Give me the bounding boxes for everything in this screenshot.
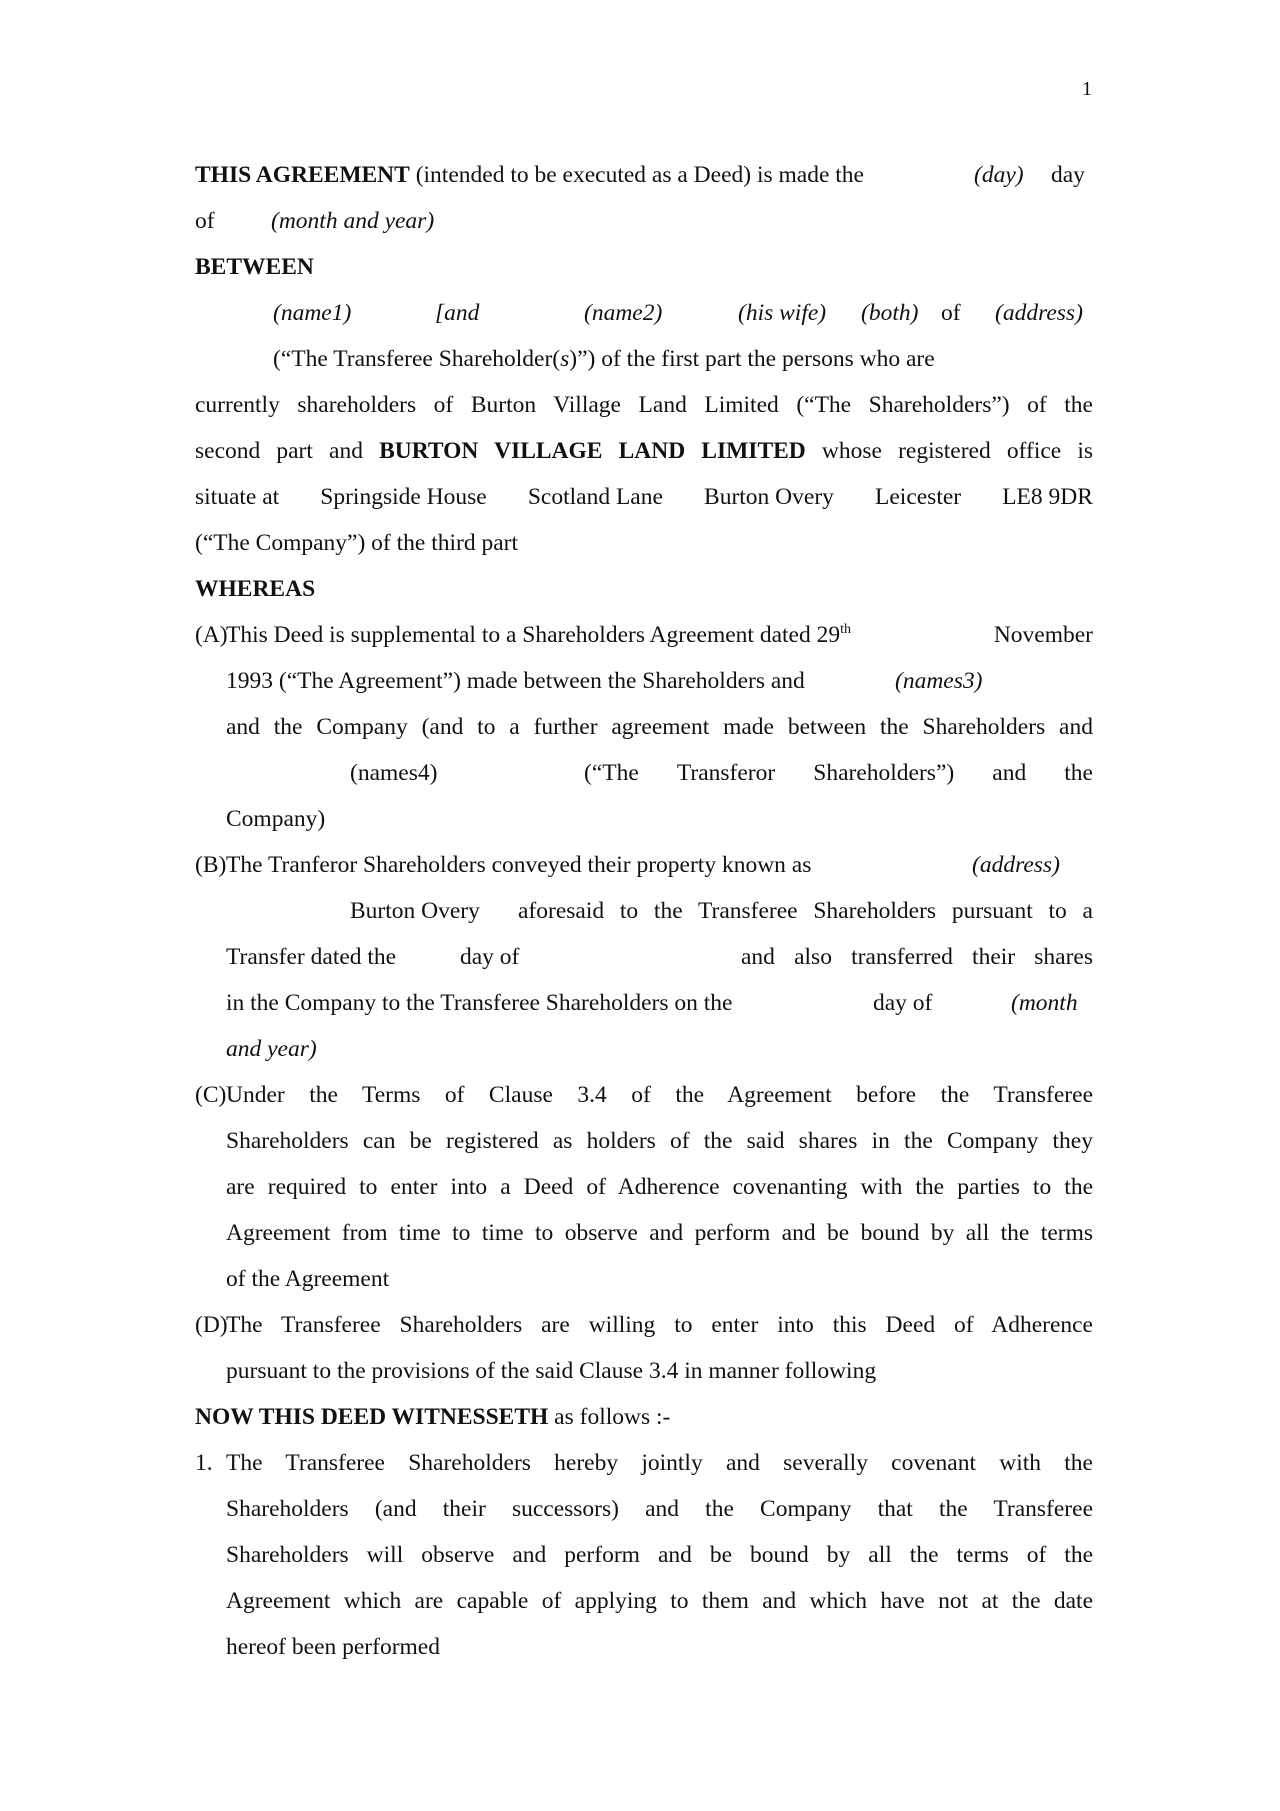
name1-placeholder: (name1) xyxy=(273,300,352,326)
transferee-defined xyxy=(273,336,935,382)
between-line-2 xyxy=(195,336,1093,382)
text-span: Transferor xyxy=(676,760,776,786)
opening-text: (intended to be executed as a Deed) is made the xyxy=(415,162,864,188)
plural-s: s xyxy=(560,346,570,372)
ordinal-suffix: th xyxy=(840,622,851,638)
text-span xyxy=(226,612,851,658)
his-wife-placeholder: (his wife) xyxy=(738,300,827,326)
text-span: the xyxy=(1064,760,1093,786)
recital-d-line-2: pursuant to the provisions of the said Clause 3.4 in manner following xyxy=(226,1358,877,1384)
situate-at: situate at xyxy=(195,484,280,510)
text-span xyxy=(226,612,1093,658)
clause-1-label: 1. xyxy=(195,1450,213,1476)
recital-c-line-1 xyxy=(195,1072,1093,1118)
text-span: Under the Terms of Clause 3.4 of the Agreement before the Transferee xyxy=(226,1082,1093,1108)
clause-1-line-3: Shareholders will observe and perform and be bound by all the terms of the xyxy=(226,1542,1093,1568)
text-span: and also transferred their shares xyxy=(741,944,1093,970)
company-name: BURTON VILLAGE LAND LIMITED xyxy=(379,438,806,464)
text-span: second part and xyxy=(195,438,363,464)
text-span: as follows :- xyxy=(554,1404,671,1430)
whereas-heading: WHEREAS xyxy=(195,576,316,602)
address-lane: Scotland Lane xyxy=(527,484,663,510)
clause-1-line-5: hereof been performed xyxy=(226,1634,440,1660)
day-word: day xyxy=(1051,162,1085,188)
opening-line-1 xyxy=(195,152,1093,198)
recital-a-line-2 xyxy=(195,658,1093,704)
this-agreement-heading: THIS AGREEMENT xyxy=(195,162,410,188)
registered-address-line xyxy=(195,474,1093,520)
opening-line-2 xyxy=(195,198,1093,244)
text-span: day of xyxy=(873,990,933,1016)
page-number: 1 xyxy=(1082,78,1092,100)
between-heading: BETWEEN xyxy=(195,254,314,280)
text-span: This Deed is supplemental to a Shareholders Agreement dated 29 xyxy=(226,622,841,648)
address-house: Springside House xyxy=(320,484,487,510)
address-postcode: LE8 9DR xyxy=(1002,484,1093,510)
both-placeholder: (both) xyxy=(861,300,919,326)
recital-a-line-5: Company) xyxy=(226,806,326,832)
recital-c-line-5: of the Agreement xyxy=(226,1266,390,1292)
text-span: The Transferee Shareholders hereby jointly and severally covenant with the xyxy=(226,1450,1093,1476)
between-line-3: currently shareholders of Burton Village Land Limited (“The Shareholders”) of the xyxy=(195,392,1093,418)
recital-c-line-3: are required to enter into a Deed of Adherence covenanting with the parties to the xyxy=(226,1174,1093,1200)
recital-a-line-4 xyxy=(195,750,1093,796)
recital-a-line-3: and the Company (and to a further agreement made between the Shareholders and xyxy=(226,714,1093,740)
recital-b-label: (B) xyxy=(195,852,227,878)
recital-d-label: (D) xyxy=(195,1312,228,1338)
address-village: Burton Overy xyxy=(704,484,834,510)
witnesseth-line xyxy=(195,1394,1093,1440)
between-line-4 xyxy=(195,428,1093,474)
text-span: 1993 (“The Agreement”) made between the Shareholders and xyxy=(226,668,805,694)
recital-b-line-4 xyxy=(195,980,1093,1026)
address-placeholder: (address) xyxy=(995,300,1083,326)
parties-line xyxy=(195,290,1093,336)
text-span: day of xyxy=(460,944,520,970)
text-span: whose registered office is xyxy=(821,438,1094,464)
of-word: of xyxy=(195,208,215,234)
deed-body xyxy=(195,152,1093,1670)
text-span: (“The xyxy=(584,760,639,786)
names3-placeholder: (names3) xyxy=(895,668,983,694)
text-span: in the Company to the Transferee Shareholders on the xyxy=(226,990,733,1016)
clause-1-line-4: Agreement which are capable of applying to them and which have not at the date xyxy=(226,1588,1093,1614)
text-span: and xyxy=(992,760,1027,786)
text-span: Burton Overy xyxy=(350,898,480,924)
names4-placeholder: (names4) xyxy=(350,760,438,786)
recital-c-line-2: Shareholders can be registered as holders of the said shares in the Company they xyxy=(226,1128,1093,1154)
recital-b-line-3 xyxy=(195,934,1093,980)
name2-placeholder: (name2) xyxy=(584,300,663,326)
recital-b-line-1 xyxy=(195,842,1093,888)
company-defined-line: (“The Company”) of the third part xyxy=(195,530,519,556)
recital-d-line-1 xyxy=(195,1302,1093,1348)
text-span: Transfer dated the xyxy=(226,944,397,970)
address-town: Leicester xyxy=(875,484,962,510)
witnesseth-heading: NOW THIS DEED WITNESSETH xyxy=(195,1404,549,1430)
day-placeholder: (day) xyxy=(974,162,1024,188)
text-span: (“The Transferee Shareholder( xyxy=(273,346,561,372)
text-span: The Transferee Shareholders are willing to enter into this Deed of Adherence xyxy=(226,1312,1093,1338)
clause-1-line-1 xyxy=(195,1440,1093,1486)
of-word: of xyxy=(941,300,961,326)
text-span: Shareholders”) xyxy=(813,760,955,786)
recital-a-label: (A) xyxy=(195,622,228,648)
recital-b-line-2 xyxy=(195,888,1093,934)
text-span: The Tranferor Shareholders conveyed their property known as xyxy=(226,852,812,878)
and-bracket: [and xyxy=(435,300,480,326)
month-placeholder: (month xyxy=(1011,990,1078,1016)
text-span: )”) of the first part the persons who are xyxy=(569,346,935,372)
recital-b-line-5: and year) xyxy=(226,1036,317,1062)
text-span: November xyxy=(993,622,1093,648)
address-placeholder: (address) xyxy=(972,852,1060,878)
recital-c-line-4: Agreement from time to time to observe and perform and be bound by all the terms xyxy=(226,1220,1093,1246)
transferor-defined xyxy=(584,750,1093,796)
month-year-placeholder: (month and year) xyxy=(271,208,435,234)
clause-1-line-2: Shareholders (and their successors) and the Company that the Transferee xyxy=(226,1496,1093,1522)
recital-a-line-1 xyxy=(195,612,1093,658)
text-span: aforesaid to the Transferee Shareholders pursuant to a xyxy=(518,898,1093,924)
recital-c-label: (C) xyxy=(195,1082,227,1108)
